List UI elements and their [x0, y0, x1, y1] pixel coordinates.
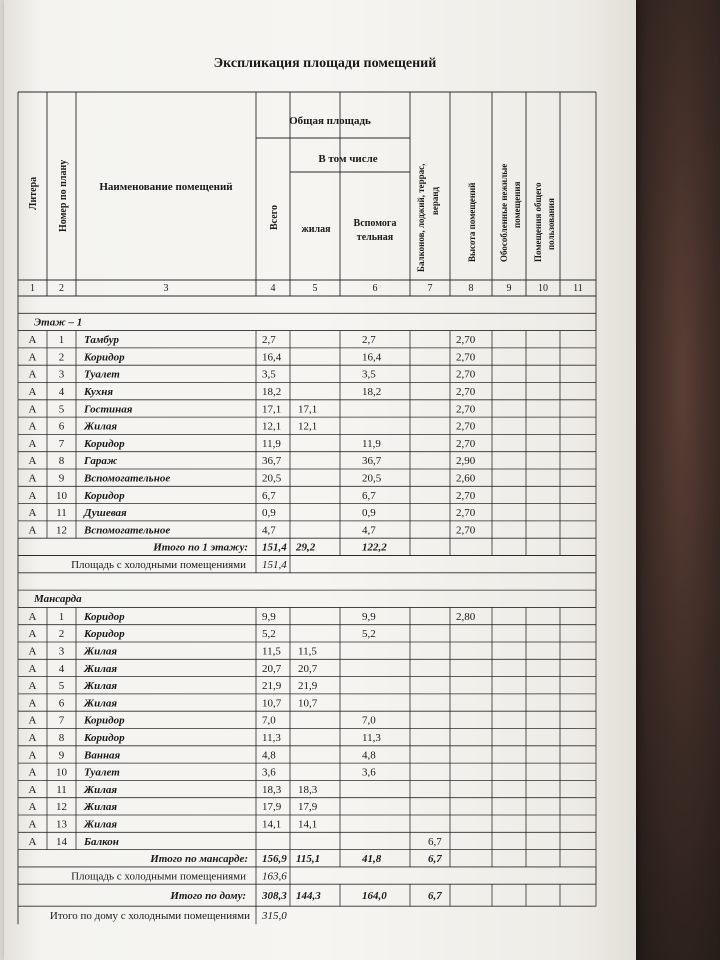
row-litera: А	[28, 732, 37, 744]
row-number: 13	[56, 818, 67, 831]
row-litera: А	[28, 749, 37, 762]
row-height: 2,70	[456, 420, 476, 433]
page-title: Экспликация площади помещений	[213, 56, 437, 71]
row-number: 11	[56, 507, 67, 520]
row-room-name: Душевая	[84, 507, 127, 520]
row-litera: А	[28, 662, 37, 675]
row-total-area: 2,7	[262, 334, 276, 347]
row-room-name: Жилая	[84, 801, 118, 814]
header-common: Помещения общего	[533, 182, 543, 262]
row-total-area: 14,1	[262, 818, 282, 831]
row-total-area: 5,2	[262, 628, 276, 641]
row-number: 2	[58, 628, 65, 641]
row-total-area: 17,1	[262, 403, 282, 416]
row-litera: А	[28, 697, 37, 710]
row-total-area: 6,7	[262, 489, 276, 502]
row-total-area: 10,7	[262, 697, 282, 710]
row-aux-area: 5,2	[362, 628, 376, 641]
row-living-area: 20,7	[298, 662, 318, 675]
floor1-total-label: Итого по 1 этажу:	[153, 541, 248, 554]
floor1-total-value: 151,4	[262, 541, 287, 554]
row-number: 12	[56, 524, 67, 537]
row-room-name: Балкон	[84, 835, 119, 848]
row-total-area: 16,4	[262, 351, 282, 364]
row-number: 10	[56, 489, 67, 502]
row-living-area: 21,9	[298, 680, 318, 693]
row-total-area: 20,5	[262, 472, 282, 485]
row-total-area: 21,9	[262, 680, 282, 693]
row-height: 2,80	[456, 610, 476, 623]
row-number: 5	[58, 680, 65, 693]
row-living-area: 12,1	[298, 420, 318, 433]
header-separate: Обособленные нежилые	[499, 163, 509, 262]
row-room-name: Гараж	[84, 455, 118, 468]
row-number: 3	[58, 368, 65, 381]
floor1-cold-label: Площадь с холодными помещениями	[71, 559, 246, 571]
column-number: 5	[312, 283, 318, 294]
header-zhilaya: жилая	[301, 224, 331, 235]
column-number: 3	[163, 283, 169, 294]
row-height: 2,70	[456, 524, 476, 537]
column-number: 7	[427, 283, 433, 294]
row-litera: А	[28, 628, 37, 641]
row-number: 14	[56, 835, 67, 848]
row-litera: А	[28, 472, 37, 485]
row-number: 1	[58, 334, 65, 347]
row-room-name: Жилая	[84, 645, 118, 658]
row-total-area: 7,0	[262, 714, 276, 727]
header-litera: Литера	[28, 176, 39, 210]
row-litera: А	[28, 714, 37, 727]
row-height: 2,70	[456, 489, 476, 502]
header-vspom: тельная	[356, 232, 394, 243]
floor1-living-value: 29,2	[296, 541, 316, 554]
row-number: 7	[58, 714, 65, 727]
row-number: 3	[58, 645, 65, 658]
row-room-name: Туалет	[84, 368, 120, 381]
row-litera: А	[28, 818, 37, 831]
row-living-area: 17,9	[298, 801, 318, 814]
row-number: 6	[58, 697, 65, 710]
row-room-name: Жилая	[84, 420, 118, 433]
row-room-name: Коридор	[84, 437, 125, 450]
column-number: 9	[506, 283, 512, 294]
row-litera: А	[28, 403, 37, 416]
row-height: 2,70	[456, 507, 476, 520]
row-room-name: Коридор	[84, 732, 125, 744]
row-room-name: Жилая	[84, 697, 118, 710]
row-height: 2,60	[456, 472, 476, 485]
row-number: 4	[58, 662, 65, 675]
row-number: 6	[58, 420, 65, 433]
row-litera: А	[28, 610, 37, 623]
row-aux-area: 6,7	[362, 489, 376, 502]
row-number: 5	[58, 403, 65, 416]
row-living-area: 11,5	[298, 645, 317, 658]
row-aux-area: 7,0	[362, 714, 376, 727]
floor1-aux-value: 122,2	[362, 541, 387, 554]
row-room-name: Коридор	[84, 610, 125, 623]
attic-total-value: 156,9	[262, 853, 287, 866]
row-total-area: 18,2	[262, 386, 282, 398]
house-cold-label: Итого по дому с холодными помещениями	[49, 910, 250, 923]
row-height: 2,90	[456, 455, 476, 468]
column-number: 1	[30, 283, 35, 294]
row-litera: А	[28, 680, 37, 693]
row-number: 11	[56, 783, 67, 796]
row-total-area: 18,3	[262, 783, 282, 796]
row-room-name: Вспомогательное	[84, 524, 171, 537]
attic-cold-label: Площадь с холодными помещениями	[71, 870, 246, 883]
header-total-area: Общая площадь	[289, 115, 371, 127]
header-common: пользования	[546, 198, 556, 250]
row-height: 2,70	[456, 386, 476, 398]
row-total-area: 0,9	[262, 507, 276, 520]
row-aux-area: 16,4	[362, 351, 382, 364]
row-number: 8	[58, 455, 65, 468]
column-number: 6	[372, 283, 378, 294]
row-number: 2	[58, 351, 65, 364]
row-litera: А	[28, 386, 37, 398]
row-number: 7	[58, 437, 65, 450]
header-including: В том числе	[318, 153, 378, 165]
row-litera: А	[28, 351, 37, 364]
house-cold-value: 315,0	[262, 910, 287, 923]
row-aux-area: 0,9	[362, 507, 376, 520]
row-litera: А	[28, 645, 37, 658]
row-height: 2,70	[456, 334, 476, 347]
row-litera: А	[28, 437, 37, 450]
row-litera: А	[28, 766, 37, 779]
row-room-name: Туалет	[84, 766, 120, 779]
header-vspom: Вспомога	[353, 218, 397, 229]
row-total-area: 4,7	[262, 524, 276, 537]
row-total-area: 36,7	[262, 455, 282, 468]
row-aux-area: 3,6	[362, 766, 376, 779]
row-room-name: Коридор	[84, 714, 125, 727]
row-aux-area: 11,9	[362, 437, 381, 450]
row-litera: А	[28, 835, 37, 848]
row-number: 1	[58, 610, 65, 623]
attic-label: Мансарда	[34, 593, 82, 606]
header-plan-no: Номер по плану	[58, 159, 69, 232]
attic-total-label: Итого по мансарде:	[150, 853, 248, 866]
row-total-area: 17,9	[262, 801, 282, 814]
row-height: 2,70	[456, 437, 476, 450]
attic-aux-value: 41,8	[362, 853, 382, 866]
row-number: 10	[56, 766, 67, 779]
header-balcony: веранд	[430, 186, 440, 215]
row-height: 2,70	[456, 368, 476, 381]
house-aux-value: 164,0	[362, 890, 387, 903]
row-number: 9	[58, 472, 65, 485]
row-total-area: 4,8	[262, 749, 276, 762]
row-room-name: Коридор	[84, 628, 125, 641]
row-litera: А	[28, 368, 37, 381]
attic-cold-value: 163,6	[262, 870, 287, 883]
header-vsego: Всего	[269, 205, 280, 230]
row-litera: А	[28, 507, 37, 520]
row-litera: А	[28, 420, 37, 433]
row-balcony-area: 6,7	[428, 835, 442, 848]
row-total-area: 20,7	[262, 662, 282, 675]
row-living-area: 17,1	[298, 403, 318, 416]
row-room-name: Гостиная	[84, 403, 133, 416]
row-total-area: 11,9	[262, 437, 281, 450]
row-litera: А	[28, 801, 37, 814]
attic-balcony-value: 6,7	[428, 853, 442, 866]
row-room-name: Жилая	[84, 818, 118, 831]
row-aux-area: 4,7	[362, 524, 376, 537]
row-litera: А	[28, 783, 37, 796]
house-total-label: Итого по дому:	[170, 890, 246, 903]
row-aux-area: 36,7	[362, 455, 382, 468]
row-litera: А	[28, 334, 37, 347]
row-room-name: Коридор	[84, 351, 125, 364]
header-balcony: Балконов, лоджий, террас,	[416, 163, 426, 272]
row-litera: А	[28, 524, 37, 537]
row-height: 2,70	[456, 403, 476, 416]
column-number: 8	[468, 283, 474, 294]
row-aux-area: 20,5	[362, 472, 382, 485]
row-aux-area: 2,7	[362, 334, 376, 347]
row-total-area: 9,9	[262, 610, 276, 623]
row-total-area: 11,5	[262, 645, 281, 658]
row-living-area: 18,3	[298, 783, 318, 796]
floor1-cold-value: 151,4	[262, 559, 287, 571]
row-room-name: Кухня	[84, 386, 113, 398]
row-aux-area: 11,3	[362, 732, 381, 744]
floor1-label: Этаж – 1	[34, 316, 83, 329]
column-number: 2	[59, 283, 64, 294]
row-room-name: Жилая	[84, 783, 118, 796]
row-room-name: Жилая	[84, 680, 118, 693]
row-room-name: Жилая	[84, 662, 118, 675]
row-aux-area: 3,5	[362, 368, 376, 381]
row-height: 2,70	[456, 351, 476, 364]
row-litera: А	[28, 489, 37, 502]
attic-living-value: 115,1	[296, 853, 321, 866]
row-total-area: 3,5	[262, 368, 276, 381]
row-litera: А	[28, 455, 37, 468]
row-living-area: 14,1	[298, 818, 318, 831]
column-number: 4	[270, 283, 276, 294]
row-living-area: 10,7	[298, 697, 318, 710]
header-name: Наименование помещений	[99, 181, 233, 193]
house-living-value: 144,3	[296, 890, 321, 903]
row-aux-area: 18,2	[362, 386, 382, 398]
column-number: 10	[538, 283, 548, 294]
row-number: 4	[58, 386, 65, 398]
row-number: 8	[58, 732, 65, 744]
row-number: 9	[58, 749, 65, 762]
row-room-name: Ванная	[84, 749, 121, 762]
row-room-name: Коридор	[84, 489, 125, 502]
header-separate: помещения	[512, 181, 522, 228]
row-total-area: 11,3	[262, 732, 281, 744]
row-aux-area: 9,9	[362, 610, 376, 623]
row-room-name: Тамбур	[84, 334, 119, 347]
row-aux-area: 4,8	[362, 749, 376, 762]
header-height: Высота помещений	[467, 182, 477, 262]
house-balcony-value: 6,7	[428, 890, 442, 903]
row-number: 12	[56, 801, 67, 814]
row-total-area: 3,6	[262, 766, 276, 779]
row-room-name: Вспомогательное	[84, 472, 171, 485]
house-total-value: 308,3	[262, 890, 287, 903]
row-total-area: 12,1	[262, 420, 282, 433]
column-number: 11	[573, 283, 583, 294]
